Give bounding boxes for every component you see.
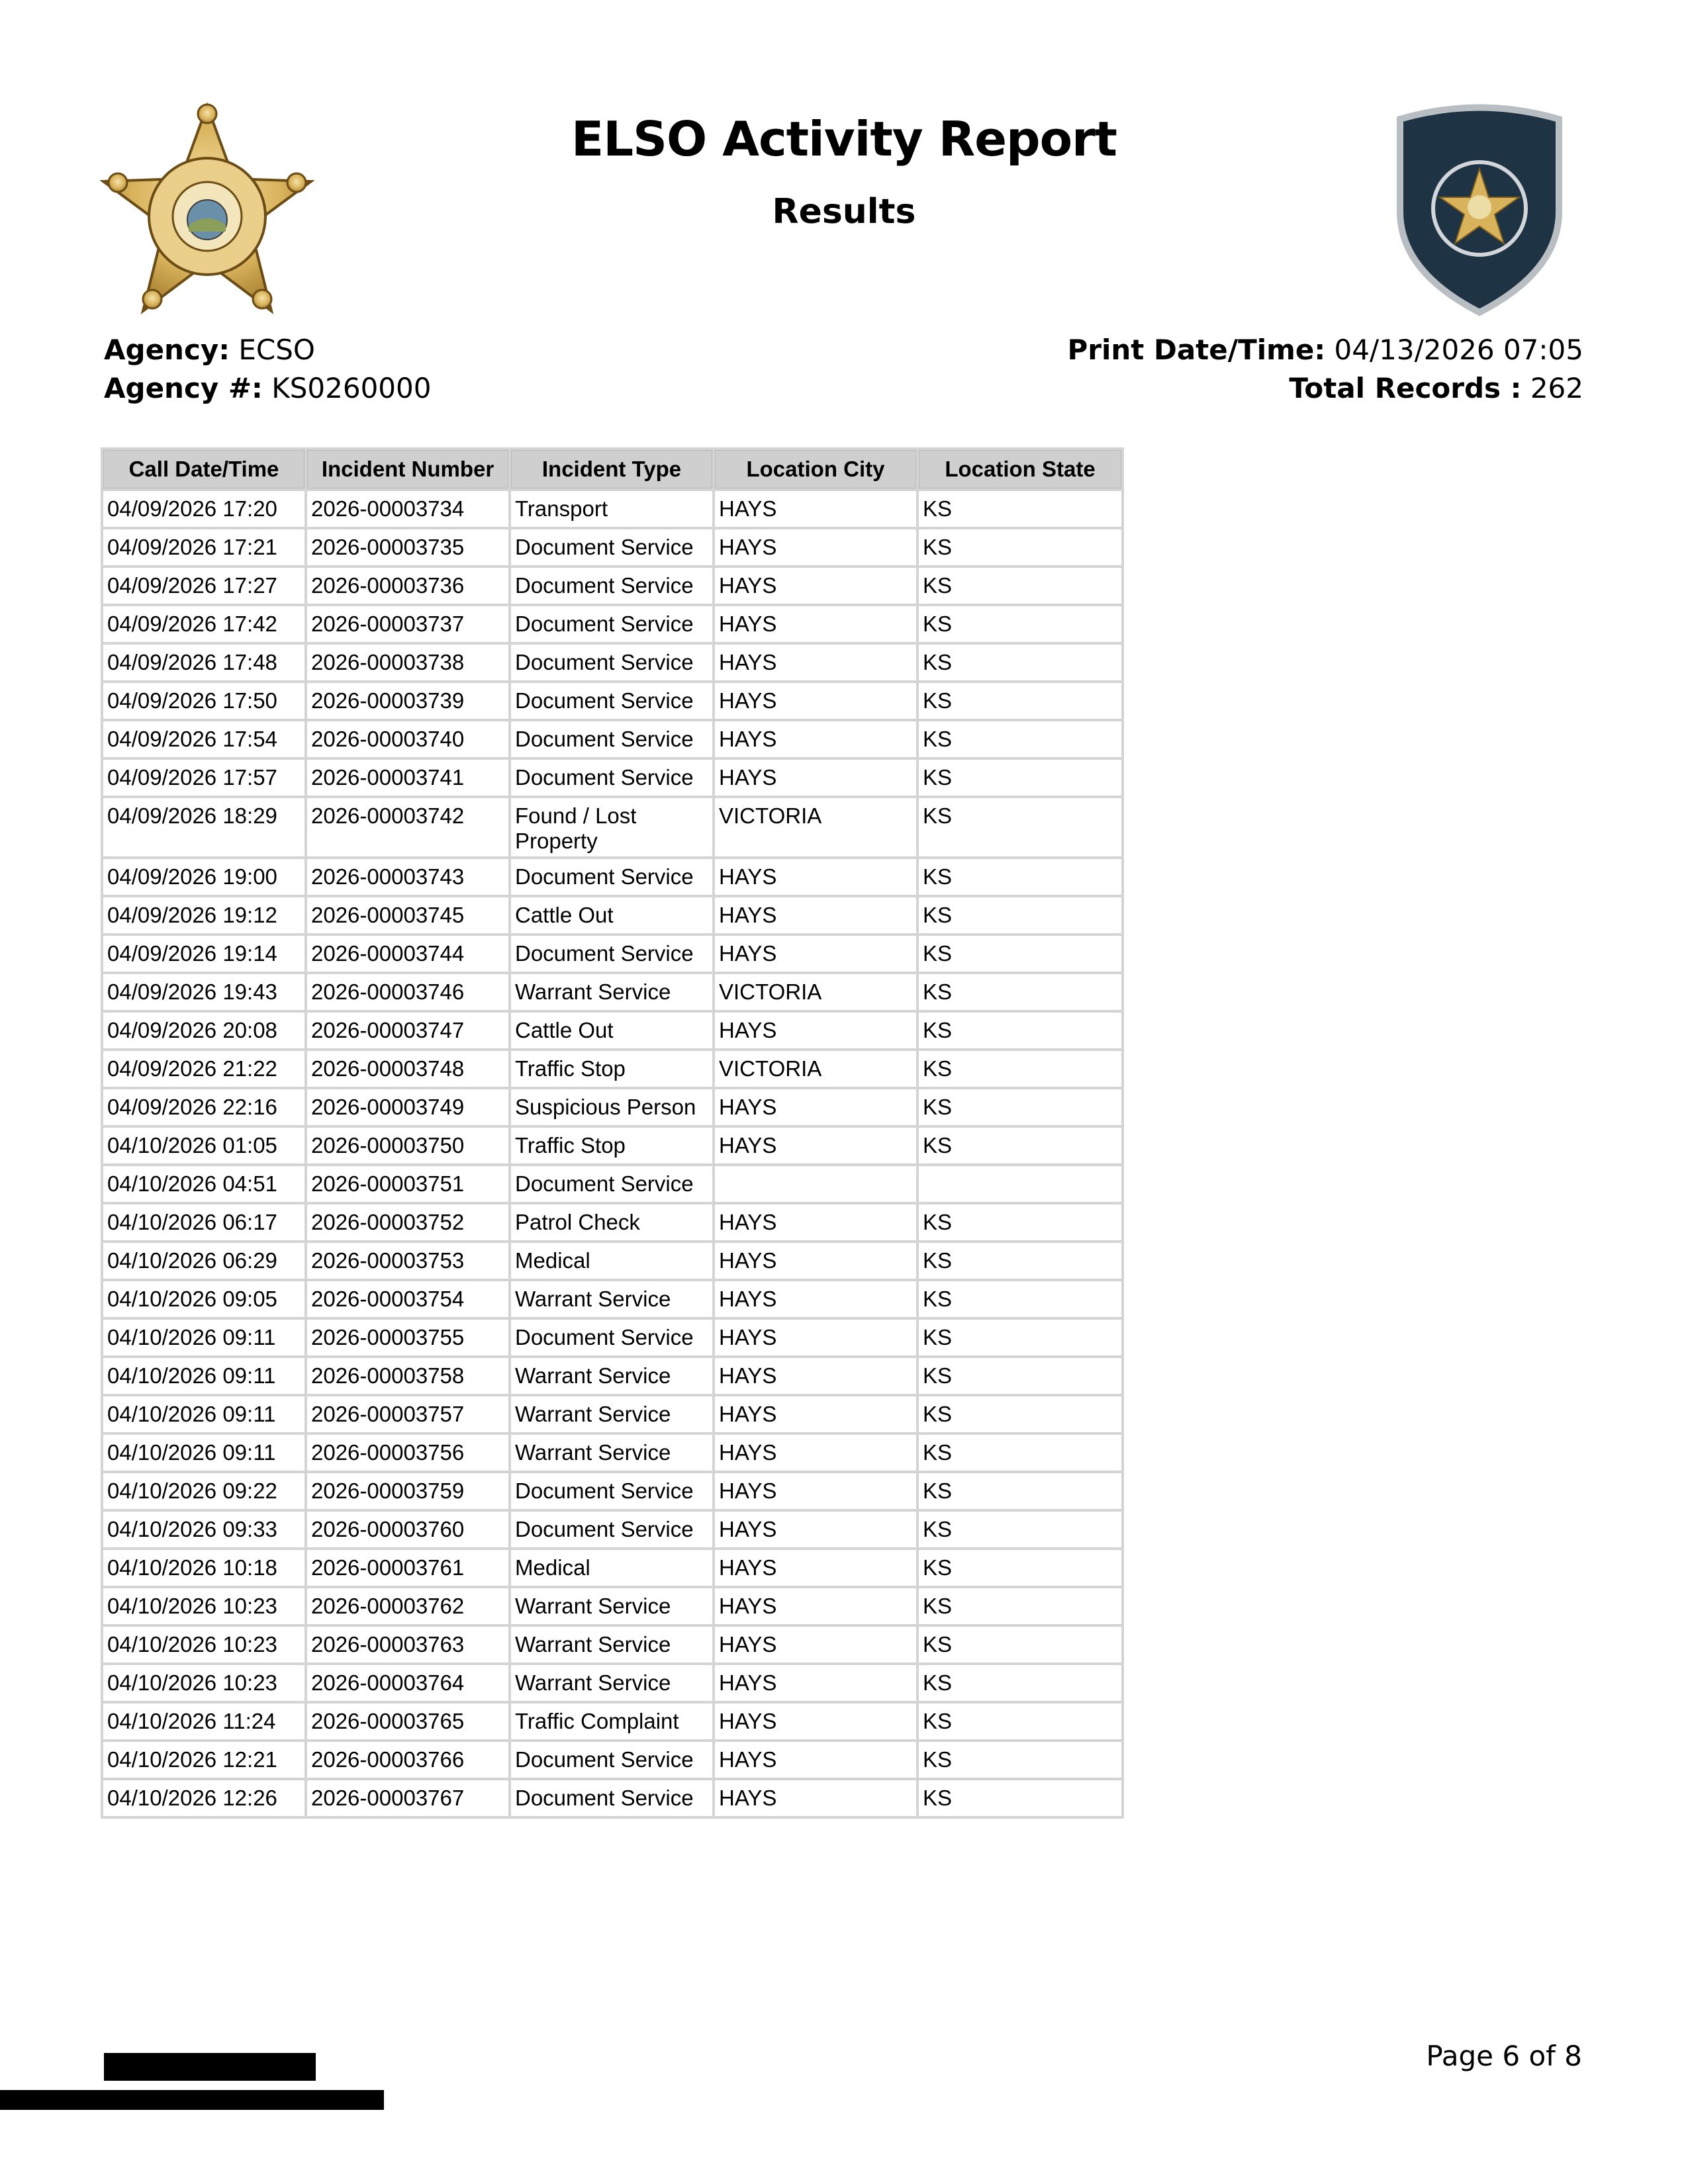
cell-location-city: HAYS [715,1320,916,1355]
cell-incident-type: Medical [511,1243,712,1279]
cell-incident-number: 2026-00003763 [307,1627,508,1662]
cell-incident-number: 2026-00003754 [307,1281,508,1317]
cell-incident-number: 2026-00003757 [307,1396,508,1432]
cell-location-state: KS [919,1588,1121,1624]
cell-incident-type: Traffic Stop [511,1128,712,1163]
table-row [103,936,1121,972]
cell-call-datetime: 04/09/2026 17:57 [103,760,305,796]
cell-incident-number: 2026-00003762 [307,1588,508,1624]
cell-call-datetime: 04/10/2026 12:26 [103,1780,305,1816]
cell-location-city: VICTORIA [715,1051,916,1087]
cell-call-datetime: 04/09/2026 19:43 [103,974,305,1010]
print-datetime-label: Print Date/Time: [1067,334,1326,366]
cell-location-city: HAYS [715,721,916,757]
table-row [103,897,1121,933]
results-table [101,447,1124,1819]
cell-location-city: HAYS [715,1089,916,1125]
cell-location-state: KS [919,1435,1121,1471]
cell-incident-type: Document Service [511,606,712,642]
table-row [103,1205,1121,1240]
cell-call-datetime: 04/09/2026 17:27 [103,568,305,604]
cell-incident-number: 2026-00003743 [307,859,508,895]
table-row [103,1435,1121,1471]
cell-location-state: KS [919,1473,1121,1509]
cell-call-datetime: 04/10/2026 04:51 [103,1166,305,1202]
cell-call-datetime: 04/10/2026 09:11 [103,1358,305,1394]
cell-location-city: VICTORIA [715,798,916,856]
cell-incident-number: 2026-00003745 [307,897,508,933]
cell-call-datetime: 04/10/2026 09:05 [103,1281,305,1317]
cell-incident-type: Document Service [511,1320,712,1355]
redaction-bar [0,2090,384,2110]
column-header-location-city: Location City [715,450,916,488]
cell-incident-number: 2026-00003760 [307,1512,508,1547]
table-row [103,1396,1121,1432]
table-row [103,721,1121,757]
cell-incident-type: Document Service [511,760,712,796]
table-row [103,1780,1121,1816]
table-header-row [103,450,1121,488]
agency-number-value: KS0260000 [271,372,432,404]
cell-incident-number: 2026-00003759 [307,1473,508,1509]
cell-location-state [919,1166,1121,1202]
cell-incident-type: Document Service [511,683,712,719]
table-row [103,1128,1121,1163]
print-info [1067,331,1583,408]
cell-location-city: HAYS [715,936,916,972]
total-records-value: 262 [1530,372,1583,404]
cell-incident-type: Warrant Service [511,1358,712,1394]
cell-incident-number: 2026-00003753 [307,1243,508,1279]
cell-location-city: HAYS [715,1281,916,1317]
cell-location-state: KS [919,1051,1121,1087]
table-row [103,1588,1121,1624]
table-row [103,974,1121,1010]
cell-location-city: HAYS [715,1627,916,1662]
cell-location-state: KS [919,859,1121,895]
cell-location-state: KS [919,760,1121,796]
cell-incident-type: Suspicious Person [511,1089,712,1125]
cell-incident-number: 2026-00003734 [307,491,508,527]
cell-location-state: KS [919,1780,1121,1816]
cell-incident-type: Document Service [511,1473,712,1509]
cell-location-city: HAYS [715,568,916,604]
cell-location-state: KS [919,798,1121,856]
total-records-label: Total Records : [1289,372,1522,404]
cell-call-datetime: 04/09/2026 17:48 [103,645,305,680]
table-row [103,1742,1121,1778]
cell-incident-number: 2026-00003740 [307,721,508,757]
cell-location-state: KS [919,529,1121,565]
cell-incident-type: Warrant Service [511,1665,712,1701]
report-subtitle: Results [772,192,916,232]
report-title: ELSO Activity Report [571,111,1117,167]
cell-call-datetime: 04/09/2026 19:14 [103,936,305,972]
cell-incident-type: Warrant Service [511,1627,712,1662]
cell-location-city: HAYS [715,1128,916,1163]
cell-incident-type: Document Service [511,1166,712,1202]
cell-location-city: HAYS [715,1243,916,1279]
cell-call-datetime: 04/10/2026 09:33 [103,1512,305,1547]
cell-incident-type: Document Service [511,1780,712,1816]
cell-location-state: KS [919,1320,1121,1355]
cell-incident-type: Warrant Service [511,1435,712,1471]
cell-location-city: HAYS [715,1512,916,1547]
cell-location-state: KS [919,1627,1121,1662]
table-row [103,1358,1121,1394]
cell-location-state: KS [919,1704,1121,1739]
agency-info [104,331,431,408]
table-row [103,1243,1121,1279]
table-row [103,1665,1121,1701]
cell-location-state: KS [919,491,1121,527]
cell-incident-number: 2026-00003758 [307,1358,508,1394]
cell-call-datetime: 04/09/2026 17:54 [103,721,305,757]
cell-location-state: KS [919,897,1121,933]
cell-incident-type: Document Service [511,859,712,895]
column-header-call-datetime: Call Date/Time [103,450,305,488]
cell-incident-type: Document Service [511,721,712,757]
table-row [103,606,1121,642]
cell-location-state: KS [919,974,1121,1010]
cell-call-datetime: 04/09/2026 17:20 [103,491,305,527]
table-row [103,1473,1121,1509]
cell-incident-number: 2026-00003751 [307,1166,508,1202]
cell-incident-type: Patrol Check [511,1205,712,1240]
cell-incident-type: Traffic Stop [511,1051,712,1087]
cell-incident-type: Warrant Service [511,1281,712,1317]
table-row [103,1281,1121,1317]
cell-location-state: KS [919,1665,1121,1701]
cell-call-datetime: 04/10/2026 10:18 [103,1550,305,1586]
cell-location-state: KS [919,1512,1121,1547]
cell-location-state: KS [919,936,1121,972]
cell-call-datetime: 04/10/2026 01:05 [103,1128,305,1163]
cell-incident-number: 2026-00003748 [307,1051,508,1087]
cell-location-city: HAYS [715,1780,916,1816]
table-row [103,1320,1121,1355]
cell-call-datetime: 04/09/2026 20:08 [103,1013,305,1048]
cell-incident-number: 2026-00003761 [307,1550,508,1586]
cell-location-state: KS [919,1243,1121,1279]
table-row [103,645,1121,680]
cell-incident-type: Transport [511,491,712,527]
cell-incident-type: Document Service [511,1742,712,1778]
cell-location-city: HAYS [715,529,916,565]
cell-incident-number: 2026-00003739 [307,683,508,719]
cell-location-state: KS [919,1205,1121,1240]
table-row [103,568,1121,604]
agency-number-label: Agency #: [104,372,263,404]
cell-call-datetime: 04/10/2026 09:11 [103,1396,305,1432]
cell-location-state: KS [919,1281,1121,1317]
cell-location-state: KS [919,1742,1121,1778]
cell-incident-type: Warrant Service [511,974,712,1010]
cell-incident-number: 2026-00003742 [307,798,508,856]
cell-location-city: HAYS [715,1358,916,1394]
table-row [103,1051,1121,1087]
cell-incident-number: 2026-00003767 [307,1780,508,1816]
cell-incident-number: 2026-00003737 [307,606,508,642]
table-row [103,491,1121,527]
cell-location-city: HAYS [715,859,916,895]
column-header-incident-type: Incident Type [511,450,712,488]
cell-incident-number: 2026-00003765 [307,1704,508,1739]
cell-location-city: HAYS [715,760,916,796]
cell-location-city: HAYS [715,897,916,933]
cell-location-state: KS [919,1396,1121,1432]
cell-location-state: KS [919,1358,1121,1394]
cell-incident-number: 2026-00003735 [307,529,508,565]
cell-location-city: HAYS [715,1205,916,1240]
cell-call-datetime: 04/09/2026 19:12 [103,897,305,933]
column-header-incident-number: Incident Number [307,450,508,488]
cell-location-state: KS [919,683,1121,719]
cell-location-city: VICTORIA [715,974,916,1010]
cell-location-city: HAYS [715,1435,916,1471]
cell-incident-number: 2026-00003736 [307,568,508,604]
cell-call-datetime: 04/10/2026 09:22 [103,1473,305,1509]
cell-call-datetime: 04/10/2026 12:21 [103,1742,305,1778]
cell-incident-type: Warrant Service [511,1588,712,1624]
cell-location-city: HAYS [715,1704,916,1739]
cell-incident-number: 2026-00003756 [307,1435,508,1471]
table-body [103,491,1121,1816]
table-row [103,1627,1121,1662]
cell-location-city [715,1166,916,1202]
table-row [103,798,1121,856]
cell-incident-type: Document Service [511,568,712,604]
cell-incident-type: Cattle Out [511,1013,712,1048]
cell-call-datetime: 04/09/2026 17:50 [103,683,305,719]
column-header-location-state: Location State [919,450,1121,488]
cell-location-state: KS [919,1013,1121,1048]
cell-call-datetime: 04/10/2026 09:11 [103,1435,305,1471]
cell-location-city: HAYS [715,1742,916,1778]
cell-call-datetime: 04/09/2026 18:29 [103,798,305,856]
cell-incident-number: 2026-00003750 [307,1128,508,1163]
cell-location-city: HAYS [715,1396,916,1432]
agency-value: ECSO [238,334,315,366]
cell-incident-type: Traffic Complaint [511,1704,712,1739]
cell-location-state: KS [919,568,1121,604]
cell-incident-type: Medical [511,1550,712,1586]
table-row [103,1550,1121,1586]
table-row [103,1704,1121,1739]
cell-call-datetime: 04/10/2026 10:23 [103,1665,305,1701]
cell-incident-number: 2026-00003747 [307,1013,508,1048]
cell-location-city: HAYS [715,606,916,642]
table-row [103,683,1121,719]
cell-call-datetime: 04/10/2026 06:29 [103,1243,305,1279]
cell-incident-number: 2026-00003764 [307,1665,508,1701]
cell-incident-type: Document Service [511,1512,712,1547]
cell-location-city: HAYS [715,683,916,719]
table-row [103,859,1121,895]
table-row [103,1013,1121,1048]
cell-location-state: KS [919,1089,1121,1125]
cell-incident-number: 2026-00003738 [307,645,508,680]
cell-location-state: KS [919,1128,1121,1163]
cell-location-state: KS [919,645,1121,680]
cell-call-datetime: 04/10/2026 10:23 [103,1588,305,1624]
cell-incident-number: 2026-00003766 [307,1742,508,1778]
cell-incident-number: 2026-00003752 [307,1205,508,1240]
cell-call-datetime: 04/10/2026 06:17 [103,1205,305,1240]
cell-location-state: KS [919,606,1121,642]
table-row [103,529,1121,565]
table-row [103,760,1121,796]
page-number: Page 6 of 8 [1426,2040,1582,2072]
cell-call-datetime: 04/09/2026 17:42 [103,606,305,642]
cell-call-datetime: 04/09/2026 21:22 [103,1051,305,1087]
cell-call-datetime: 04/10/2026 09:11 [103,1320,305,1355]
cell-incident-type: Warrant Service [511,1396,712,1432]
cell-location-city: HAYS [715,1473,916,1509]
cell-incident-type: Document Service [511,936,712,972]
table-row [103,1089,1121,1125]
print-datetime-value: 04/13/2026 07:05 [1334,334,1583,366]
cell-location-state: KS [919,721,1121,757]
table-row [103,1512,1121,1547]
cell-call-datetime: 04/10/2026 10:23 [103,1627,305,1662]
cell-location-city: HAYS [715,1013,916,1048]
cell-location-city: HAYS [715,491,916,527]
cell-incident-type: Document Service [511,529,712,565]
cell-call-datetime: 04/09/2026 19:00 [103,859,305,895]
cell-incident-number: 2026-00003744 [307,936,508,972]
cell-call-datetime: 04/09/2026 17:21 [103,529,305,565]
cell-incident-number: 2026-00003755 [307,1320,508,1355]
cell-call-datetime: 04/09/2026 22:16 [103,1089,305,1125]
cell-location-city: HAYS [715,1550,916,1586]
table-row [103,1166,1121,1202]
cell-incident-number: 2026-00003746 [307,974,508,1010]
cell-location-city: HAYS [715,1588,916,1624]
cell-incident-type: Cattle Out [511,897,712,933]
cell-location-city: HAYS [715,1665,916,1701]
cell-incident-number: 2026-00003749 [307,1089,508,1125]
cell-incident-type: Document Service [511,645,712,680]
redaction-bar [104,2053,316,2081]
cell-call-datetime: 04/10/2026 11:24 [103,1704,305,1739]
cell-incident-type: Found / Lost Property [511,798,712,856]
cell-location-state: KS [919,1550,1121,1586]
cell-incident-number: 2026-00003741 [307,760,508,796]
agency-label: Agency: [104,334,230,366]
cell-location-city: HAYS [715,645,916,680]
